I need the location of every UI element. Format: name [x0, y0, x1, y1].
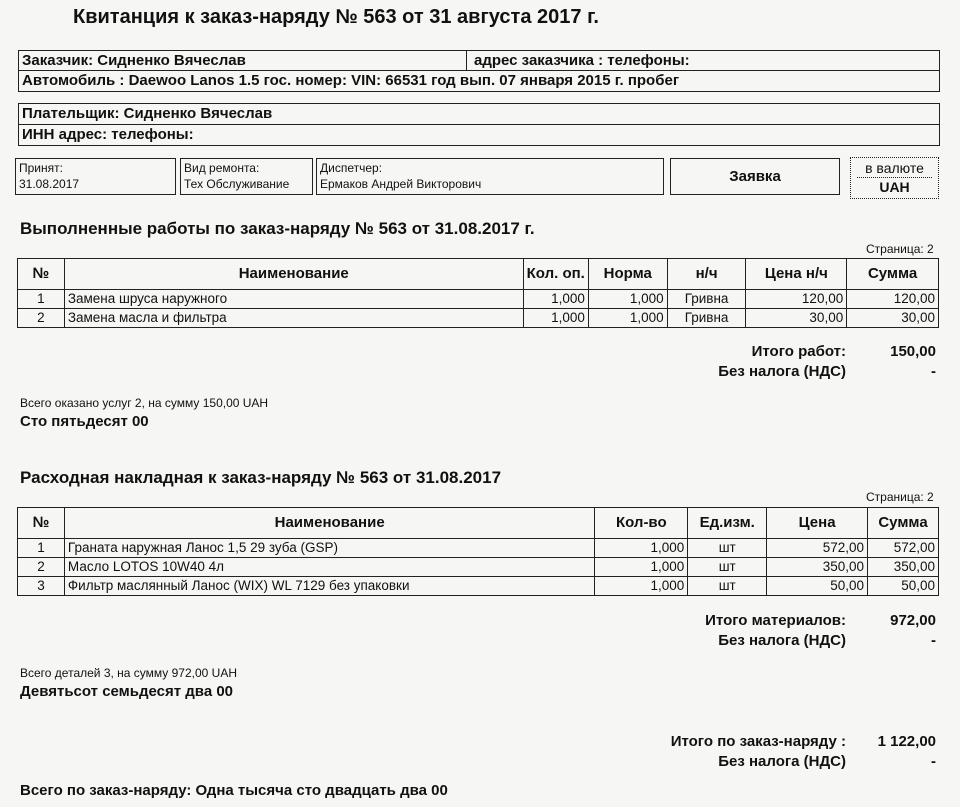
works-total-value: 150,00	[890, 343, 936, 360]
repair-type-box	[180, 158, 313, 195]
row-sum: 30,00	[847, 309, 939, 328]
col-operations: Кол. оп.	[523, 259, 588, 290]
materials-amount-in-words: Девятьсот семьдесят два 00	[20, 683, 234, 700]
row-quantity: 1,000	[595, 577, 688, 596]
row-name: Замена масла и фильтра	[64, 309, 523, 328]
row-name: Граната наружная Ланос 1,5 29 зуба (GSP)	[64, 539, 594, 558]
row-sum: 572,00	[868, 539, 939, 558]
grand-total-value: 1 122,00	[877, 733, 936, 750]
materials-summary: Всего деталей 3, на сумму 972,00 UAH	[20, 666, 238, 680]
works-total-label: Итого работ:	[751, 343, 846, 360]
row-number: 3	[18, 577, 65, 596]
table-row	[18, 558, 939, 577]
customer-name: Заказчик: Сидненко Вячеслав	[22, 52, 246, 69]
row-unit: Гривна	[667, 290, 746, 309]
works-header-row	[18, 259, 939, 290]
materials-page-number: Страница: 2	[866, 490, 934, 504]
materials-heading: Расходная накладная к заказ-наряду № 563 от 31.08.2017	[20, 468, 502, 487]
row-name: Масло LOTOS 10W40 4л	[64, 558, 594, 577]
row-number: 1	[18, 290, 65, 309]
row-price: 572,00	[767, 539, 868, 558]
repair-type-value: Тех Обслуживание	[184, 177, 290, 191]
row-name: Фильтр маслянный Ланос (WIX) WL 7129 без упаковки	[64, 577, 594, 596]
works-summary: Всего оказано услуг 2, на сумму 150,00 UAH	[20, 396, 269, 410]
row-price: 350,00	[767, 558, 868, 577]
row-unit: шт	[688, 577, 767, 596]
col-price: Цена н/ч	[746, 259, 847, 290]
works-page-number: Страница: 2	[866, 242, 934, 256]
payer-name: Плательщик: Сидненко Вячеслав	[22, 105, 273, 122]
dispatcher-label: Диспетчер:	[320, 161, 383, 175]
col-unit: Ед.изм.	[688, 508, 767, 539]
table-row	[18, 577, 939, 596]
row-operations: 1,000	[523, 309, 588, 328]
row-unit: Гривна	[667, 309, 746, 328]
materials-tax-value: -	[931, 632, 936, 649]
col-number: №	[18, 259, 65, 290]
works-tax-label: Без налога (НДС)	[718, 363, 846, 380]
col-name: Наименование	[64, 508, 594, 539]
currency-label: в валюте	[865, 160, 924, 176]
row-number: 2	[18, 309, 65, 328]
materials-total-value: 972,00	[890, 612, 936, 629]
row-unit: шт	[688, 558, 767, 577]
works-amount-in-words: Сто пятьдесят 00	[20, 413, 149, 430]
row-price: 50,00	[767, 577, 868, 596]
materials-total-label: Итого материалов:	[705, 612, 846, 629]
row-norm: 1,000	[588, 309, 667, 328]
grand-total-in-words: Всего по заказ-наряду: Одна тысяча сто двадцать два 00	[20, 782, 448, 799]
materials-tax-label: Без налога (НДС)	[718, 632, 846, 649]
col-name: Наименование	[64, 259, 523, 290]
grand-tax-value: -	[931, 753, 936, 770]
request-label: Заявка	[729, 168, 781, 185]
materials-header-row	[18, 508, 939, 539]
row-number: 2	[18, 558, 65, 577]
payer-box	[18, 103, 940, 146]
row-sum: 350,00	[868, 558, 939, 577]
row-quantity: 1,000	[595, 558, 688, 577]
customer-address-phones: адрес заказчика : телефоны:	[474, 52, 690, 69]
row-sum: 120,00	[847, 290, 939, 309]
document-title: Квитанция к заказ-наряду № 563 от 31 августа 2017 г.	[73, 6, 599, 28]
row-operations: 1,000	[523, 290, 588, 309]
car-info: Автомобиль : Daewoo Lanos 1.5 гос. номер: VIN: 66531 год вып. 07 января 2015 г. пробег	[22, 72, 680, 89]
grand-tax-label: Без налога (НДС)	[718, 753, 846, 770]
row-norm: 1,000	[588, 290, 667, 309]
table-row	[18, 309, 939, 328]
dispatcher-box	[316, 158, 664, 195]
col-number: №	[18, 508, 65, 539]
row-number: 1	[18, 539, 65, 558]
accepted-label: Принят:	[19, 161, 63, 175]
col-sum: Сумма	[847, 259, 939, 290]
works-table	[17, 258, 939, 328]
table-row	[18, 290, 939, 309]
payer-inn: ИНН адрес: телефоны:	[22, 126, 194, 143]
row-unit: шт	[688, 539, 767, 558]
grand-total-label: Итого по заказ-наряду :	[670, 733, 846, 750]
col-quantity: Кол-во	[595, 508, 688, 539]
row-price: 30,00	[746, 309, 847, 328]
row-sum: 50,00	[868, 577, 939, 596]
col-sum: Сумма	[868, 508, 939, 539]
currency-box	[850, 157, 939, 199]
customer-box	[18, 50, 940, 92]
table-row	[18, 539, 939, 558]
accepted-date: 31.08.2017	[19, 177, 80, 191]
currency-value: UAH	[879, 179, 910, 195]
row-quantity: 1,000	[595, 539, 688, 558]
request-box	[670, 158, 840, 195]
materials-table	[17, 507, 939, 596]
dispatcher-name: Ермаков Андрей Викторович	[320, 177, 482, 191]
col-price: Цена	[767, 508, 868, 539]
col-norm: Норма	[588, 259, 667, 290]
row-name: Замена шруса наружного	[64, 290, 523, 309]
row-price: 120,00	[746, 290, 847, 309]
works-tax-value: -	[931, 363, 936, 380]
repair-type-label: Вид ремонта:	[184, 161, 260, 175]
col-unit: н/ч	[667, 259, 746, 290]
accepted-box	[15, 158, 176, 195]
works-heading: Выполненные работы по заказ-наряду № 563 от 31.08.2017 г.	[20, 219, 535, 238]
